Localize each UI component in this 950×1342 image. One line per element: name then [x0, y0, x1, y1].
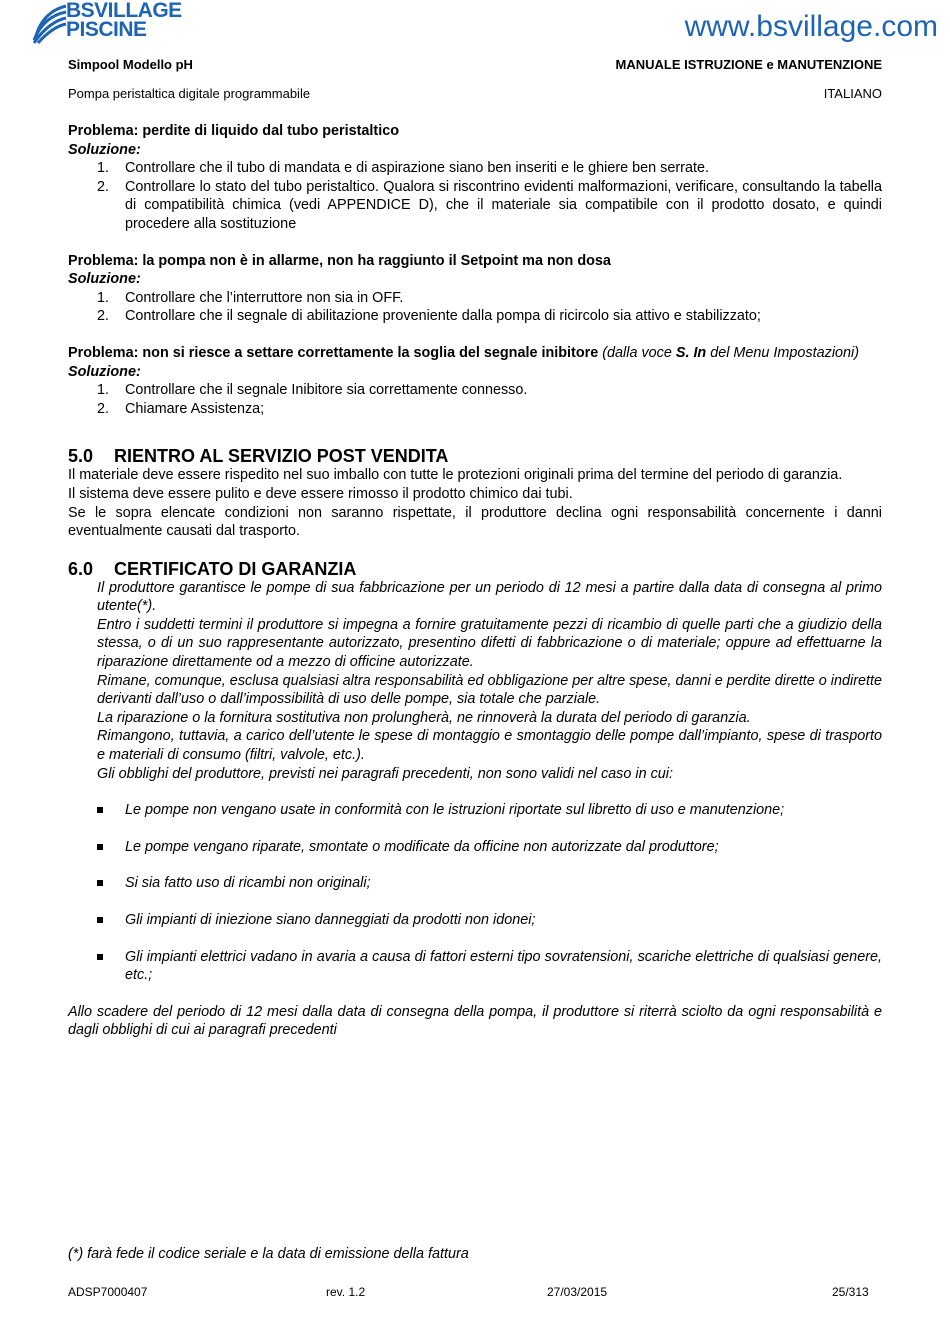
solution-label: Soluzione: [68, 271, 141, 288]
footnote: (*) farà fede il codice seriale e la data di emissione della fattura [68, 1246, 469, 1262]
list-item: Gli impianti di iniezione siano danneggiati da prodotti non idonei; [68, 911, 882, 930]
page-number: 25/313 [832, 1285, 869, 1299]
document-body [68, 122, 882, 1040]
bullet-square-icon [97, 807, 103, 813]
problem-title: Problema: perdite di liquido dal tubo peristaltico [68, 123, 400, 139]
paragraph: La riparazione o la fornitura sostitutiva non prolungherà, ne rinnoverà la durata del periodo di garanzia. [97, 709, 751, 726]
bullet-square-icon [97, 844, 103, 850]
paragraph: Se le sopra elencate condizioni non saranno rispettate, il produttore declina ogni responsabilità concernente i danni eventualmente causati dal trasporto. [68, 504, 882, 540]
solution-steps [68, 289, 882, 326]
list-item: Le pompe vengano riparate, smontate o modificate da officine non autorizzate dal produttore; [68, 838, 882, 857]
problem-title: Problema: la pompa non è in allarme, non ha raggiunto il Setpoint ma non dosa [68, 252, 611, 269]
section-heading: 6.0 CERTIFICATO DI GARANZIA [68, 558, 357, 579]
solution-step: 1. Controllare che il tubo di mandata e di aspirazione siano ben inseriti e le ghiere ben serrate. [97, 160, 709, 177]
problem-title: Problema: non si riesce a settare correttamente la soglia del segnale inibitore (dalla voce S. In del Menu Impostazioni) [68, 344, 860, 361]
paragraph: Entro i suddetti termini il produttore si impegna a fornire gratuitamente pezzi di ricambio di quelle parti che a giudizio della stessa, o di un suo rappresentante autorizzato, presentino difetti di fabbricazione o di materiale; oppure ad effettuarne la riparazione direttamente od a mezzo di officine autorizzate. [97, 616, 882, 671]
bullet-square-icon [97, 954, 103, 960]
closing-paragraph: Allo scadere del periodo di 12 mesi dalla data di consegna della pompa, il produttore si riterrà sciolto da ogni responsabilità e dagli obblighi di cui ai paragrafi precedenti [68, 1003, 882, 1039]
paragraph: Rimangono, tuttavia, a carico dell’utente le spese di montaggio e smontaggio delle pompe dall’impianto, spese di trasporto e materiali di consumo (filtri, valvole, etc.). [97, 728, 882, 764]
solution-step: 2. Controllare lo stato del tubo peristaltico. Qualora si riscontrino evidenti malformazioni, verificare, consultando la tabella di compatibilità chimica (vedi APPENDICE D), che il materiale sia compatibile con il prodotto dosato, e quindi procedere alla sostituzione [97, 178, 882, 232]
list-item: Si sia fatto uso di ricambi non originali; [68, 874, 882, 893]
solution-label: Soluzione: [68, 363, 141, 380]
solution-step: 2. Controllare che il segnale di abilitazione proveniente dalla pompa di ricircolo sia attivo e stabilizzato; [97, 308, 761, 325]
document-code: ADSP7000407 [68, 1285, 148, 1299]
logo-line-1: BSVILLAGE [66, 0, 182, 22]
solution-label: Soluzione: [68, 141, 141, 158]
manual-title: MANUALE ISTRUZIONE e MANUTENZIONE [615, 57, 882, 72]
bullet-square-icon [97, 917, 103, 923]
revision-label: rev. 1.2 [326, 1285, 366, 1299]
solution-step: 1. Controllare che il segnale Inibitore sia correttamente connesso. [97, 382, 528, 399]
paragraph: Gli obblighi del produttore, previsti nei paragrafi precedenti, non sono validi nel caso in cui: [97, 765, 673, 782]
solution-steps [68, 381, 882, 418]
solution-steps [68, 159, 882, 233]
list-item: Le pompe non vengano usate in conformità con le istruzioni riportate sul libretto di uso e manutenzione; [68, 801, 882, 820]
bullet-square-icon [97, 880, 103, 886]
paragraph: Il produttore garantisce le pompe di sua fabbricazione per un periodo di 12 mesi a partire dalla data di consegna al primo utente(*). [97, 579, 882, 615]
site-url: www.bsvillage.com [684, 10, 938, 43]
logo-swirl-icon [32, 4, 68, 44]
logo-line-2: PISCINE [66, 18, 147, 41]
exclusion-list [68, 801, 882, 985]
solution-step: 1. Controllare che l’interruttore non sia in OFF. [97, 289, 404, 306]
paragraph: Il materiale deve essere rispedito nel suo imballo con tutte le protezioni originali prima del termine del periodo di garanzia. [68, 467, 843, 484]
language-label: ITALIANO [823, 86, 882, 101]
section-heading: 5.0 RIENTRO AL SERVIZIO POST VENDITA [68, 446, 449, 467]
paragraph: Il sistema deve essere pulito e deve essere rimosso il prodotto chimico dai tubi. [68, 485, 573, 502]
product-model: Simpool Modello pH [68, 57, 193, 72]
list-item: Gli impianti elettrici vadano in avaria a causa di fattori esterni tipo sovratensioni, scariche elettriche di qualsiasi genere, etc.; [68, 948, 882, 985]
paragraph: Rimane, comunque, esclusa qualsiasi altra responsabilità ed obbligazione per altre spese, danni e perdite dirette o indirette derivanti dall’uso o dall’impossibilità di uso delle pompe, sia totale che parziale. [97, 672, 882, 708]
logo-wordmark [66, 1, 182, 39]
document-date: 27/03/2015 [547, 1285, 608, 1299]
product-subtitle: Pompa peristaltica digitale programmabile [68, 86, 311, 101]
solution-step: 2. Chiamare Assistenza; [97, 400, 265, 417]
